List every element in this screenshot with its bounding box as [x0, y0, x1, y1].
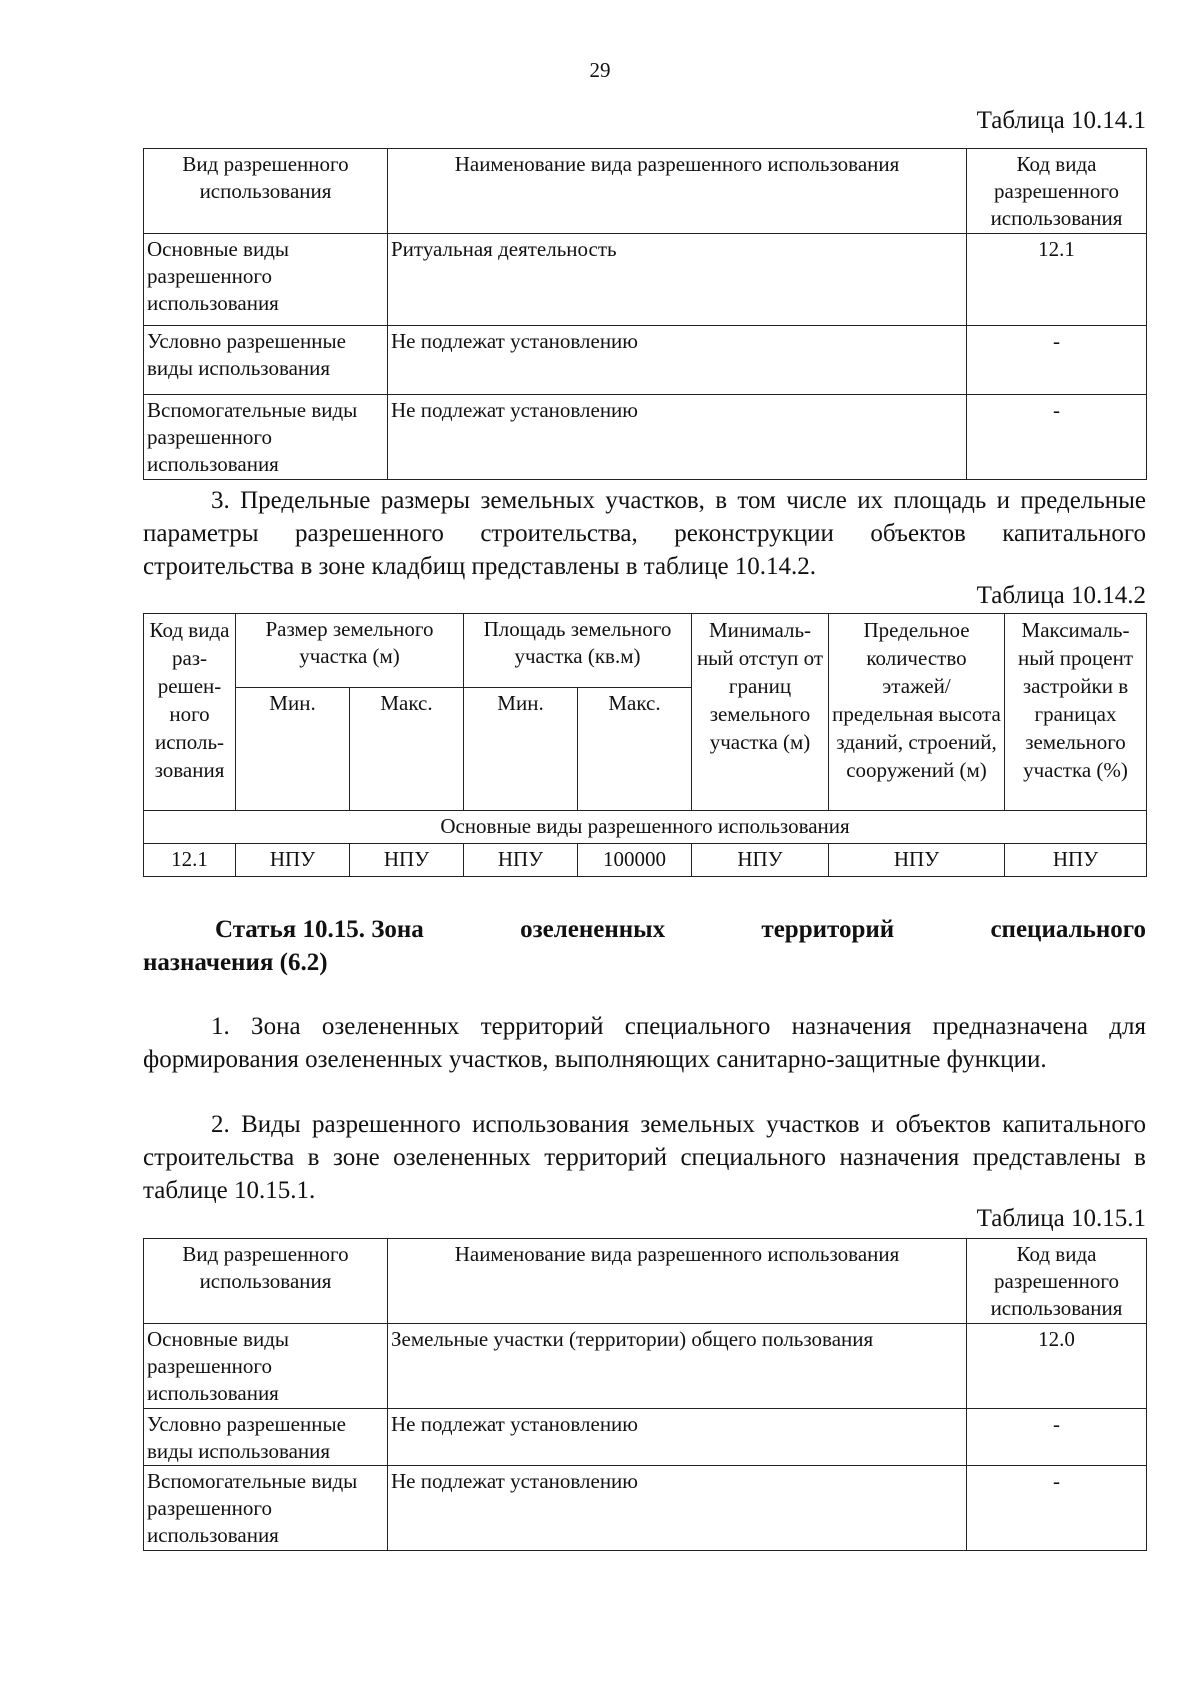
- header-cell: Наименование вида разрешенного использования: [388, 1239, 967, 1324]
- article-heading-word: озелененных: [520, 916, 666, 943]
- table-10-14-1: [143, 148, 1147, 480]
- header-cell-max: Макс.: [350, 688, 464, 811]
- header-cell-code: Код вида раз- решен- ного исполь- зования: [144, 614, 236, 811]
- table-row: [144, 1409, 1147, 1466]
- table-cell: 100000: [578, 844, 692, 877]
- table-cell: НПУ: [1005, 844, 1147, 877]
- table-caption-10-14-2: Таблица 10.14.2: [976, 582, 1146, 609]
- article-heading-word: специального: [990, 916, 1146, 943]
- table-cell: Условно разрешенные виды использования: [144, 326, 388, 395]
- table-cell: Не подлежат установлению: [388, 326, 967, 395]
- header-cell-min: Мин.: [464, 688, 578, 811]
- header-cell: Код вида разрешенного использования: [967, 1239, 1147, 1324]
- table-section-row: [144, 811, 1147, 844]
- table-cell: Основные виды разрешенного использования: [144, 234, 388, 326]
- table-cell: Вспомогательные виды разрешенного использования: [144, 395, 388, 480]
- table-row: [144, 395, 1147, 480]
- section-title: Основные виды разрешенного использования: [144, 811, 1147, 844]
- header-cell-floors: Предельное количество этажей/ предельная высота зданий, строений, сооружений (м): [829, 614, 1005, 811]
- header-cell-max: Макс.: [578, 688, 692, 811]
- article-heading-word: территорий: [761, 916, 895, 943]
- page-number: 29: [589, 58, 611, 82]
- table-cell: НПУ: [236, 844, 350, 877]
- header-cell-area: Площадь земельного участка (кв.м): [464, 614, 692, 688]
- header-cell-min: Мин.: [236, 688, 350, 811]
- table-cell: Не подлежат установлению: [388, 1409, 967, 1466]
- paragraph-1: [143, 1010, 1146, 1076]
- paragraph-3: [143, 484, 1146, 583]
- table-caption-10-14-1: Таблица 10.14.1: [976, 107, 1146, 134]
- article-heading-line1: [143, 913, 1146, 946]
- header-cell: Код вида разрешенного использования: [967, 149, 1147, 234]
- table-cell: -: [967, 326, 1147, 395]
- table-cell: Не подлежат установлению: [388, 1466, 967, 1551]
- table-cell: Ритуальная деятельность: [388, 234, 967, 326]
- header-cell: Наименование вида разрешенного использования: [388, 149, 967, 234]
- header-cell: Вид разрешенного использования: [144, 1239, 388, 1324]
- paragraph-1-text: 1. Зона озелененных территорий специального назначения предназначена для формирования озелененных участков, выполняющих санитарно-защитные функции.: [143, 1013, 1146, 1073]
- table-header-row: [144, 614, 1147, 688]
- header-cell-setback: Минималь- ный отступ от границ земельного участка (м): [692, 614, 829, 811]
- table-caption-10-15-1: Таблица 10.15.1: [976, 1205, 1146, 1232]
- table-cell: НПУ: [829, 844, 1005, 877]
- table-cell: -: [967, 395, 1147, 480]
- article-heading-word: Статья 10.15. Зона: [215, 916, 424, 943]
- table-10-15-1: [143, 1238, 1147, 1551]
- table-row: [144, 844, 1147, 877]
- table-row: [144, 1324, 1147, 1409]
- table-cell: НПУ: [350, 844, 464, 877]
- table-cell: Условно разрешенные виды использования: [144, 1409, 388, 1466]
- table-header-row: [144, 149, 1147, 234]
- article-heading: [143, 913, 1146, 979]
- table-cell: НПУ: [464, 844, 578, 877]
- table-cell: Не подлежат установлению: [388, 395, 967, 480]
- header-cell-size: Размер земельного участка (м): [236, 614, 464, 688]
- table-cell: Основные виды разрешенного использования: [144, 1324, 388, 1409]
- table-10-14-2: [143, 613, 1147, 877]
- header-cell-coverage: Максималь- ный процент застройки в границах земельного участка (%): [1005, 614, 1147, 811]
- table-row: [144, 234, 1147, 326]
- table-row: [144, 1466, 1147, 1551]
- paragraph-2-text: 2. Виды разрешенного использования земельных участков и объектов капитального строительства в зоне озелененных территорий специального назначения представлены в таблице 10.15.1.: [143, 1111, 1146, 1204]
- table-cell: 12.1: [967, 234, 1147, 326]
- table-row: [144, 326, 1147, 395]
- article-heading-line2: назначения (6.2): [143, 949, 328, 976]
- table-cell: -: [967, 1466, 1147, 1551]
- table-cell: Вспомогательные виды разрешенного использования: [144, 1466, 388, 1551]
- table-header-row: [144, 1239, 1147, 1324]
- paragraph-2: [143, 1108, 1146, 1207]
- table-cell: Земельные участки (территории) общего пользования: [388, 1324, 967, 1409]
- table-cell: 12.0: [967, 1324, 1147, 1409]
- header-cell: Вид разрешенного использования: [144, 149, 388, 234]
- paragraph-3-text: 3. Предельные размеры земельных участков, в том числе их площадь и предельные параметры разрешенного строительства, реконструкции объектов капитального строительства в зоне кладбищ представлены в таблице 10.14.2.: [143, 487, 1146, 580]
- table-cell: НПУ: [692, 844, 829, 877]
- table-cell: 12.1: [144, 844, 236, 877]
- table-cell: -: [967, 1409, 1147, 1466]
